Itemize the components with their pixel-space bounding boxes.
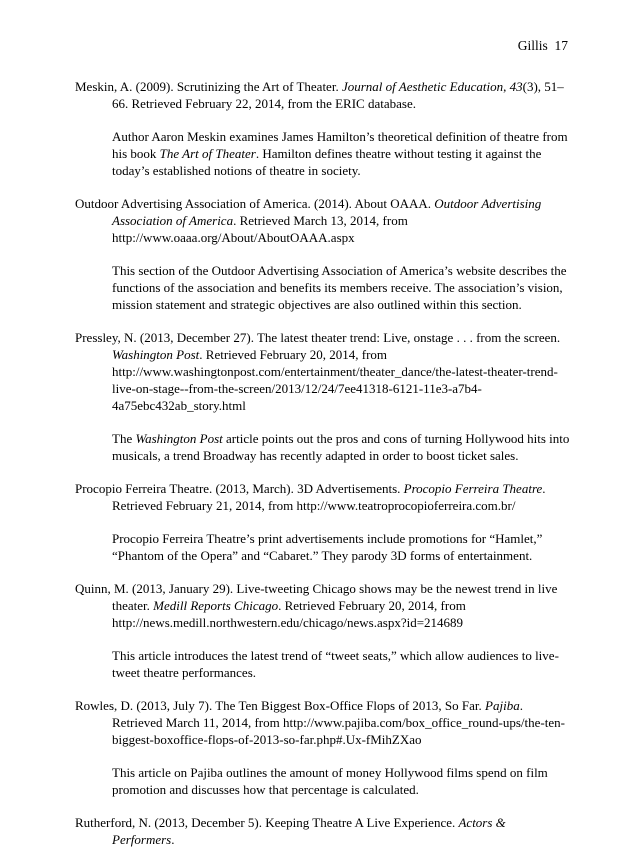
annotation-text: Author Aaron Meskin examines James Hamilton’s theoretical definition of theatre from his book bbox=[112, 129, 568, 161]
entry-citation bbox=[75, 480, 570, 514]
citation-italic: Procopio Ferreira Theatre bbox=[403, 481, 543, 496]
bib-entry bbox=[75, 814, 570, 848]
entry-annotation bbox=[75, 128, 570, 179]
bibliography bbox=[75, 78, 570, 864]
annotation-text: This article on Pajiba outlines the amount of money Hollywood films spend on film promotion and discusses how that percentage is calculated. bbox=[112, 765, 548, 797]
annotation-italic: Washington Post bbox=[135, 431, 223, 446]
citation-text: Procopio Ferreira Theatre. (2013, March). 3D Advertisements. bbox=[75, 481, 404, 496]
bib-entry bbox=[75, 329, 570, 464]
citation-text: . Retrieved March 11, 2014, from http://www.pajiba.com/box_office_round-ups/the-ten-biggest-boxoffice-flops-of-2013-so-far.php#.Ux-fMihZXao bbox=[112, 698, 565, 747]
entry-annotation bbox=[75, 262, 570, 313]
citation-text: Pressley, N. (2013, December 27). The latest theater trend: Live, onstage . . . from the screen. bbox=[75, 330, 561, 345]
citation-text: Outdoor Advertising Association of America. (2014). About OAAA. bbox=[75, 196, 435, 211]
bib-entry bbox=[75, 78, 570, 179]
annotation-text: Procopio Ferreira Theatre’s print advertisements include promotions for “Hamlet,” “Phantom of the Opera” and “Cabaret.” They parody 3D forms of entertainment. bbox=[112, 531, 543, 563]
citation-text: . Retrieved February 21, 2014, from http://www.teatroprocopioferreira.com.br/ bbox=[112, 481, 546, 513]
annotation-text: This article introduces the latest trend of “tweet seats,” which allow audiences to live-tweet theatre performances. bbox=[112, 648, 559, 680]
entry-annotation bbox=[75, 530, 570, 564]
citation-text: Rowles, D. (2013, July 7). The Ten Biggest Box-Office Flops of 2013, So Far. bbox=[75, 698, 486, 713]
citation-italic: Washington Post bbox=[112, 347, 200, 362]
citation-italic: 43 bbox=[509, 79, 523, 94]
citation-italic: Outdoor Advertising Association of America bbox=[112, 196, 542, 228]
citation-text: Meskin, A. (2009). Scrutinizing the Art of Theater. bbox=[75, 79, 342, 94]
annotation-text: . Hamilton defines theatre without testing it against the today’s established notions of theatre in society. bbox=[112, 146, 542, 178]
annotation-italic: The Art of Theater bbox=[159, 146, 256, 161]
citation-text: . Retrieved February 20, 2014, from http://www.washingtonpost.com/entertainment/theater_dance/the-latest-theater-trend-live-on-stage--from-the-screen/2013/12/24/7ee41318-6121-11e3-a7b4-4a75ebc432ab_story.html bbox=[112, 347, 558, 413]
bib-entry bbox=[75, 480, 570, 564]
citation-text: . Retrieved March 13, 2014, from http://www.oaaa.org/About/AboutOAAA.aspx bbox=[112, 213, 408, 245]
entry-annotation bbox=[75, 764, 570, 798]
entry-citation bbox=[75, 78, 570, 112]
bib-entry bbox=[75, 580, 570, 681]
entry-citation bbox=[75, 195, 570, 246]
entry-annotation bbox=[75, 647, 570, 681]
running-head-author: Gillis bbox=[517, 38, 548, 53]
annotation-text: The bbox=[112, 431, 136, 446]
citation-text: Quinn, M. (2013, January 29). Live-tweeting Chicago shows may be the newest trend in live theater. bbox=[75, 581, 558, 613]
citation-italic: Medill Reports Chicago bbox=[153, 598, 279, 613]
annotation-text: This section of the Outdoor Advertising Association of America’s website describes the functions of the association and benefits its members receive. The association’s vision, mission statement and strategic objectives are also outlined within this section. bbox=[112, 263, 567, 312]
citation-text: . Retrieved February 20, 2014, from http://news.medill.northwestern.edu/chicago/news.aspx?id=214689 bbox=[112, 598, 466, 630]
entry-citation bbox=[75, 329, 570, 414]
citation-italic: Actors & Performers bbox=[112, 815, 506, 847]
annotation-text: article points out the pros and cons of turning Hollywood hits into musicals, a trend Broadway has recently adapted in order to boost ticket sales. bbox=[112, 431, 570, 463]
citation-text: (3), 51–66. Retrieved February 22, 2014, from the ERIC database. bbox=[112, 79, 564, 111]
citation-text: , bbox=[503, 79, 510, 94]
bib-entry bbox=[75, 195, 570, 313]
entry-citation bbox=[75, 580, 570, 631]
entry-citation bbox=[75, 814, 570, 848]
entry-annotation bbox=[75, 430, 570, 464]
citation-text: Rutherford, N. (2013, December 5). Keeping Theatre A Live Experience. bbox=[75, 815, 459, 830]
running-head bbox=[518, 38, 568, 54]
citation-italic: Journal of Aesthetic Education bbox=[341, 79, 504, 94]
citation-italic: Pajiba bbox=[485, 698, 520, 713]
citation-text: . bbox=[171, 832, 175, 847]
bib-entry bbox=[75, 697, 570, 798]
entry-citation bbox=[75, 697, 570, 748]
page-number: 17 bbox=[554, 38, 568, 53]
